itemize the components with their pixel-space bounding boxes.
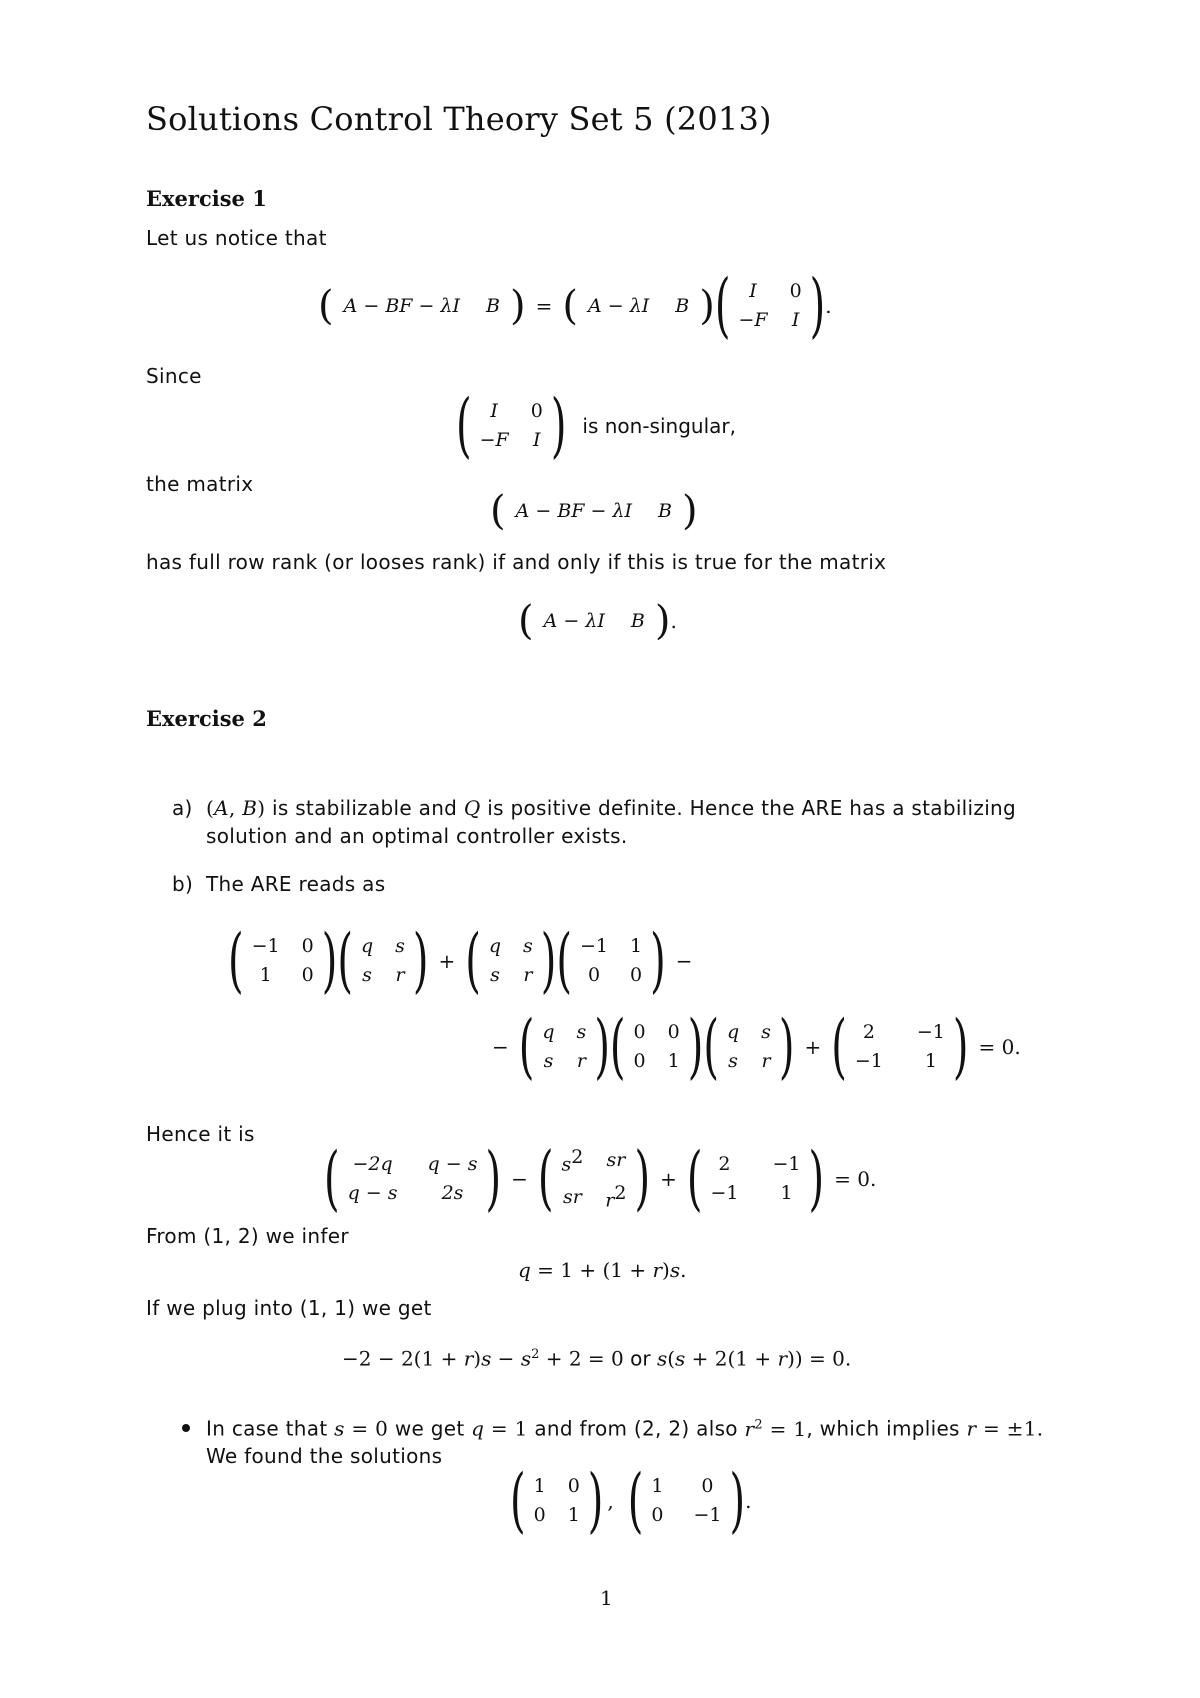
item-a-label: a)	[172, 796, 193, 820]
page-number: 1	[600, 1586, 613, 1610]
full-rank-text: has full row rank (or looses rank) if and only if this is true for the matrix	[146, 550, 887, 574]
item-a-text-pre: is stabilizable and	[271, 796, 458, 820]
bullet-text-d: , which implies	[806, 1416, 960, 1441]
equation-block-identity: ( A − BF − λI B ) = ( A − λI B ) ( I 0 −F I ) .	[318, 265, 832, 347]
page-title: Solutions Control Theory Set 5 (2013)	[146, 100, 772, 138]
bullet-marker	[182, 1424, 190, 1432]
item-a-line-2: solution and an optimal controller exists.	[206, 824, 628, 848]
plug-text: If we plug into (1, 1) we get	[146, 1296, 432, 1320]
or-text: or	[630, 1346, 651, 1371]
solutions-matrices: ( 1 0 0 1 ) , ( 1 0 0 −1 ) .	[510, 1460, 752, 1542]
from-text: From (1, 2) we infer	[146, 1224, 349, 1248]
item-a-text-post: is positive definite. Hence the ARE has a stabilizing	[487, 796, 1017, 820]
since-text: Since	[146, 364, 202, 388]
hence-equation: ( −2q q − s q − s 2s ) − ( s2 sr sr r2 ) + ( 2 −1 −1 1 ) = 0.	[324, 1138, 877, 1220]
bullet-text-b: we get	[394, 1416, 465, 1441]
are-equation-line-2: − ( q s s r ) ( 0 0 0 1 ) ( q s s r ) + ( 2 −1 −1 1 ) = 0.	[492, 1006, 1021, 1088]
hence-text: Hence it is	[146, 1122, 255, 1146]
exercise-1-intro: Let us notice that	[146, 226, 327, 250]
equation-block-nonsingular: ( I 0 −F I ) is non-singular,	[456, 385, 736, 467]
the-matrix-text: the matrix	[146, 472, 254, 496]
nonsingular-text: is non-singular,	[582, 414, 736, 438]
bullet-text-a: In case that	[206, 1416, 328, 1441]
q-equation: q = 1 + (1 + r)s.	[518, 1258, 687, 1282]
bullet-line-1: In case that s = 0 we get q = 1 and from (2, 2) also $r^2 = 1$, which implies r = ±1.	[206, 1416, 1044, 1441]
item-b-text: The ARE reads as	[206, 872, 386, 896]
bullet-text-c: and from (2, 2) also	[534, 1416, 738, 1441]
bullet-line-2: We found the solutions	[206, 1444, 443, 1468]
equation-closed-loop-matrix: ( A − BF − λI B )	[490, 488, 698, 534]
item-a-line-1: (A, B) is stabilizable and Q is positive definite. Hence the ARE has a stabilizing	[206, 796, 1017, 820]
exercise-1-heading: Exercise 1	[146, 186, 267, 211]
item-b-label: b)	[172, 872, 194, 896]
equation-open-loop-matrix: ( A − λI B ) .	[518, 598, 677, 644]
plug-equation: $-2 - 2(1 + r)s - s^2 + 2 = 0$ or s(s + 2(1 + r)) = 0.	[342, 1346, 852, 1371]
exercise-2-heading: Exercise 2	[146, 706, 267, 731]
are-equation-line-1: ( −1 0 1 0 ) ( q s s r ) + ( q s s r ) ( −1 1 0 0 ) −	[228, 920, 693, 1002]
